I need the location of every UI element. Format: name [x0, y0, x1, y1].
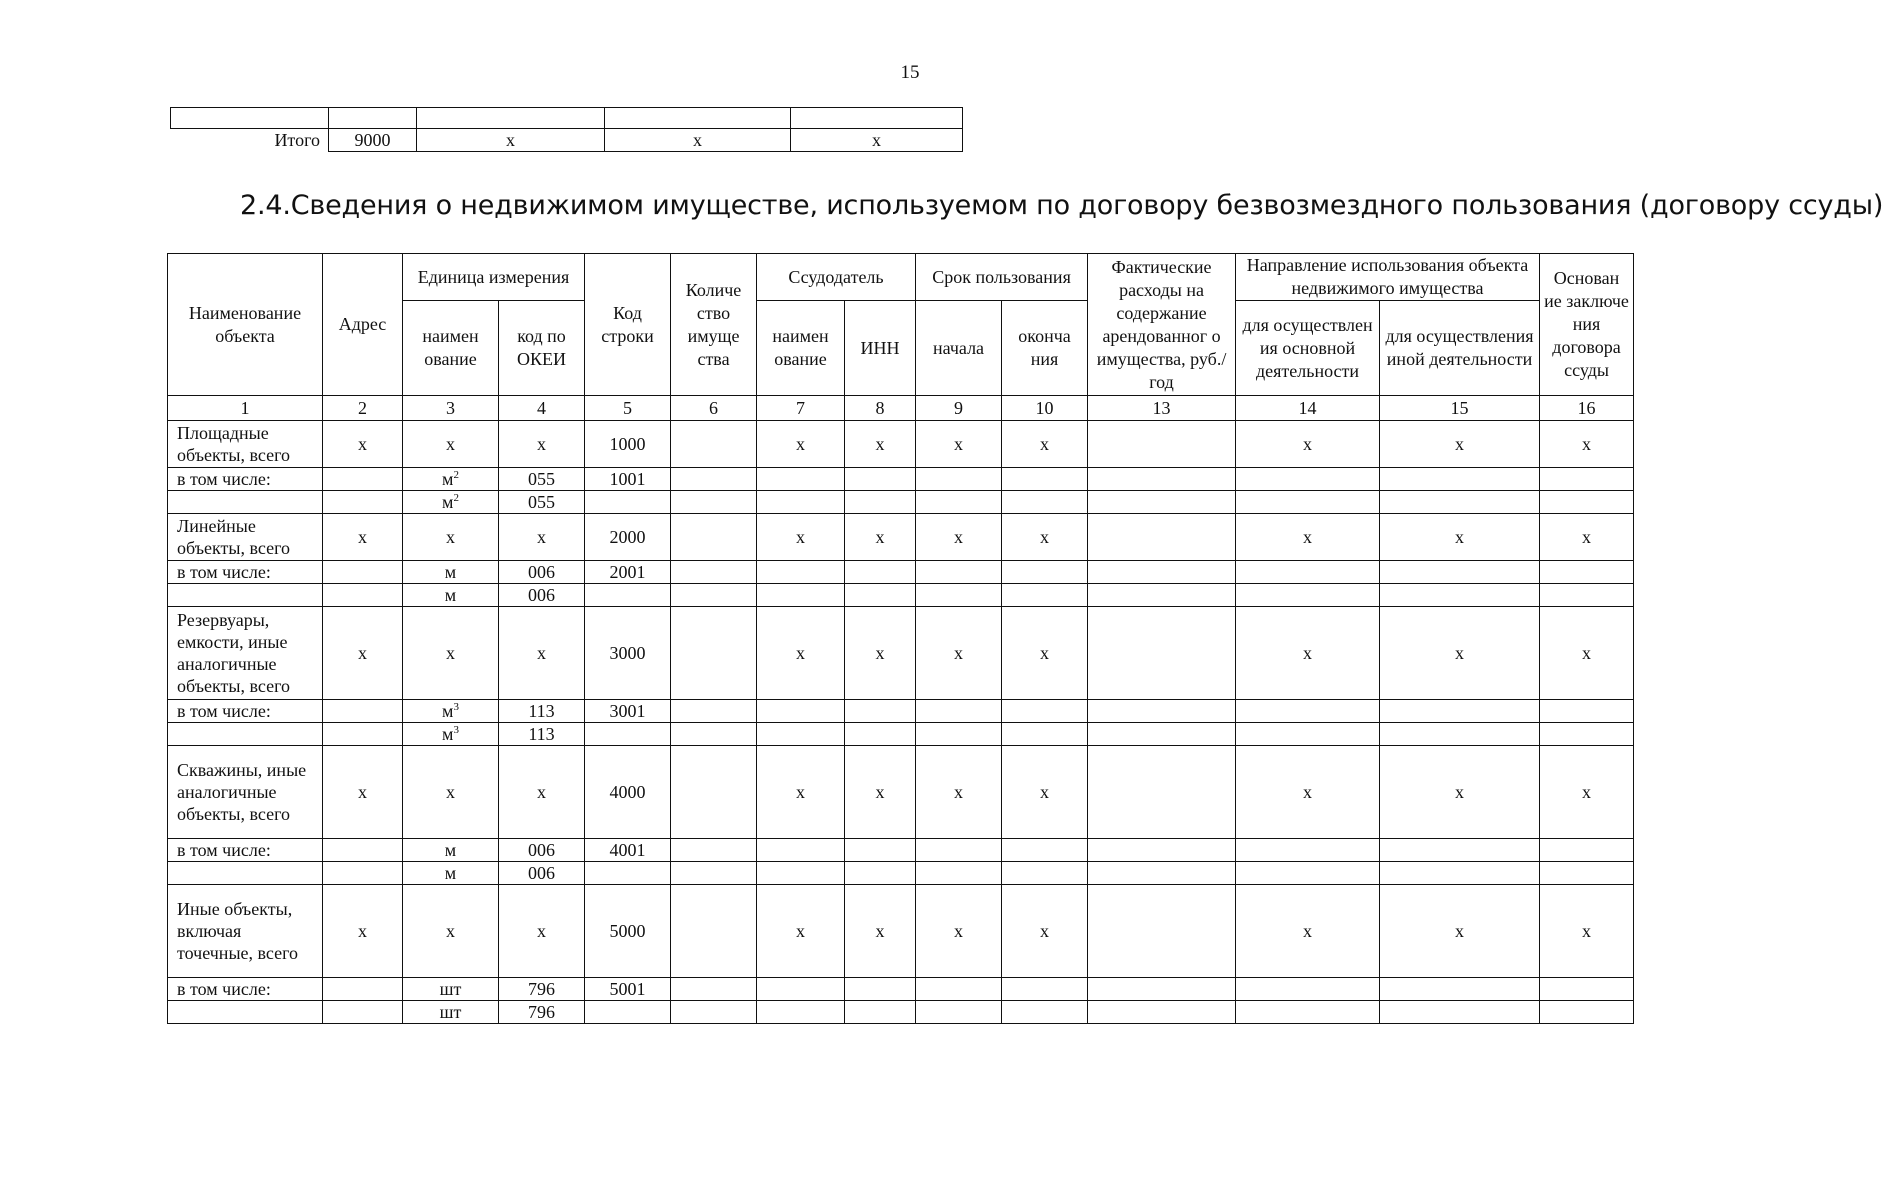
basis-cell: [1540, 839, 1634, 862]
lender-name-cell: [757, 1001, 845, 1024]
unit-name-cell: [403, 978, 499, 1001]
column-number-row: [168, 396, 1634, 421]
term-start-cell: [916, 491, 1002, 514]
unit-name-cell: [403, 584, 499, 607]
object-name: Резервуары, емкости, иные аналогичные объекты, всего: [168, 607, 323, 700]
total-x-cell: x: [605, 129, 791, 152]
group-total-row: [168, 421, 1634, 468]
expenses-cell: [1088, 885, 1236, 978]
header-term: Срок пользования: [916, 254, 1088, 301]
header-unit-okei: код по ОКЕИ: [499, 301, 585, 396]
usage-main-cell: [1236, 700, 1380, 723]
basis-cell: x: [1540, 607, 1634, 700]
expenses-cell: [1088, 978, 1236, 1001]
row-code-cell: 4000: [585, 746, 671, 839]
unit-label: x: [446, 527, 455, 547]
lender-name-cell: [757, 978, 845, 1001]
object-name: Скважины, иные аналогичные объекты, всего: [168, 746, 323, 839]
lender-name-cell: [757, 468, 845, 491]
expenses-cell: [1088, 723, 1236, 746]
section-title: 2.4.Сведения о недвижимом имуществе, используемом по договору безвозмездного пользования (договору ссуды): [240, 190, 1883, 221]
quantity-cell: [671, 862, 757, 885]
object-name: в том числе:: [168, 839, 323, 862]
address-cell: [323, 1001, 403, 1024]
usage-other-cell: [1380, 1001, 1540, 1024]
usage-main-cell: x: [1236, 514, 1380, 561]
inn-cell: x: [845, 421, 916, 468]
expenses-cell: [1088, 862, 1236, 885]
row-code-cell: 5001: [585, 978, 671, 1001]
basis-cell: [1540, 584, 1634, 607]
expenses-cell: [1088, 700, 1236, 723]
table-cell: [605, 108, 791, 129]
unit-name-cell: [403, 723, 499, 746]
usage-other-cell: [1380, 584, 1540, 607]
term-end-cell: [1002, 561, 1088, 584]
subitem-row: [168, 491, 1634, 514]
total-x-cell: x: [791, 129, 963, 152]
lender-name-cell: x: [757, 885, 845, 978]
term-start-cell: [916, 561, 1002, 584]
term-start-cell: x: [916, 514, 1002, 561]
term-start-cell: x: [916, 421, 1002, 468]
quantity-cell: [671, 746, 757, 839]
usage-other-cell: [1380, 700, 1540, 723]
object-name: Линейные объекты, всего: [168, 514, 323, 561]
quantity-cell: [671, 514, 757, 561]
address-cell: [323, 839, 403, 862]
row-code-cell: 5000: [585, 885, 671, 978]
okei-code-cell: 796: [499, 1001, 585, 1024]
unit-exponent: 2: [453, 492, 459, 504]
inn-cell: [845, 862, 916, 885]
expenses-cell: [1088, 746, 1236, 839]
usage-main-cell: [1236, 723, 1380, 746]
address-cell: [323, 468, 403, 491]
unit-label: x: [446, 643, 455, 663]
unit-name-cell: [403, 1001, 499, 1024]
usage-other-cell: [1380, 839, 1540, 862]
address-cell: x: [323, 514, 403, 561]
term-end-cell: x: [1002, 421, 1088, 468]
lender-name-cell: x: [757, 607, 845, 700]
header-basis: Основан ие заключе ния договора ссуды: [1540, 254, 1634, 396]
row-code-cell: 2001: [585, 561, 671, 584]
header-lender-inn: ИНН: [845, 301, 916, 396]
object-name: в том числе:: [168, 978, 323, 1001]
okei-code-cell: x: [499, 514, 585, 561]
column-number: 5: [585, 396, 671, 421]
header-unit: Единица измерения: [403, 254, 585, 301]
quantity-cell: [671, 468, 757, 491]
total-row: [171, 129, 963, 152]
object-name: [168, 862, 323, 885]
address-cell: [323, 862, 403, 885]
usage-main-cell: x: [1236, 607, 1380, 700]
usage-main-cell: [1236, 978, 1380, 1001]
quantity-cell: [671, 723, 757, 746]
usage-main-cell: [1236, 839, 1380, 862]
expenses-cell: [1088, 468, 1236, 491]
usage-main-cell: [1236, 561, 1380, 584]
group-total-row: [168, 885, 1634, 978]
expenses-cell: [1088, 561, 1236, 584]
lender-name-cell: [757, 839, 845, 862]
unit-name-cell: [403, 839, 499, 862]
object-name: Площадные объекты, всего: [168, 421, 323, 468]
address-cell: x: [323, 421, 403, 468]
term-start-cell: [916, 700, 1002, 723]
unit-name-cell: [403, 561, 499, 584]
lender-name-cell: [757, 491, 845, 514]
row-code-cell: [585, 584, 671, 607]
row-code-cell: 1000: [585, 421, 671, 468]
column-number: 2: [323, 396, 403, 421]
inn-cell: [845, 723, 916, 746]
table-header: [168, 254, 1634, 421]
inn-cell: [845, 468, 916, 491]
object-name: в том числе:: [168, 468, 323, 491]
usage-other-cell: x: [1380, 885, 1540, 978]
subitem-row: [168, 1001, 1634, 1024]
row-code-cell: 1001: [585, 468, 671, 491]
usage-other-cell: [1380, 978, 1540, 1001]
okei-code-cell: 006: [499, 839, 585, 862]
inn-cell: x: [845, 607, 916, 700]
object-name: [168, 1001, 323, 1024]
column-number: 8: [845, 396, 916, 421]
usage-other-cell: x: [1380, 514, 1540, 561]
basis-cell: [1540, 1001, 1634, 1024]
usage-main-cell: [1236, 862, 1380, 885]
inn-cell: x: [845, 885, 916, 978]
header-term-start: начала: [916, 301, 1002, 396]
subitem-row: [168, 561, 1634, 584]
unit-label: x: [446, 921, 455, 941]
group-total-row: [168, 514, 1634, 561]
term-end-cell: [1002, 1001, 1088, 1024]
term-end-cell: [1002, 491, 1088, 514]
row-code-cell: 3000: [585, 607, 671, 700]
address-cell: [323, 978, 403, 1001]
lender-name-cell: x: [757, 746, 845, 839]
basis-cell: [1540, 491, 1634, 514]
address-cell: x: [323, 607, 403, 700]
address-cell: [323, 561, 403, 584]
usage-other-cell: [1380, 862, 1540, 885]
header-row-code: Код строки: [585, 254, 671, 396]
address-cell: [323, 584, 403, 607]
basis-cell: x: [1540, 421, 1634, 468]
row-code-cell: [585, 862, 671, 885]
subitem-row: [168, 468, 1634, 491]
header-lender: Ссудодатель: [757, 254, 916, 301]
inn-cell: [845, 584, 916, 607]
header-unit-name: наимен ование: [403, 301, 499, 396]
term-start-cell: [916, 862, 1002, 885]
unit-label: шт: [439, 979, 462, 999]
okei-code-cell: x: [499, 421, 585, 468]
inn-cell: [845, 839, 916, 862]
object-name: [168, 723, 323, 746]
unit-name-cell: [403, 862, 499, 885]
column-number: 7: [757, 396, 845, 421]
address-cell: [323, 723, 403, 746]
term-start-cell: [916, 723, 1002, 746]
table-cell: [417, 108, 605, 129]
usage-main-cell: [1236, 584, 1380, 607]
subitem-row: [168, 862, 1634, 885]
term-start-cell: [916, 468, 1002, 491]
okei-code-cell: 113: [499, 723, 585, 746]
quantity-cell: [671, 491, 757, 514]
unit-label: м: [444, 840, 457, 860]
group-total-row: [168, 746, 1634, 839]
basis-cell: x: [1540, 746, 1634, 839]
unit-name-cell: [403, 514, 499, 561]
total-label: Итого: [171, 129, 329, 152]
term-start-cell: x: [916, 746, 1002, 839]
lender-name-cell: [757, 561, 845, 584]
term-end-cell: [1002, 978, 1088, 1001]
lender-name-cell: x: [757, 514, 845, 561]
usage-other-cell: x: [1380, 607, 1540, 700]
lender-name-cell: [757, 723, 845, 746]
row-code-cell: [585, 1001, 671, 1024]
address-cell: x: [323, 885, 403, 978]
inn-cell: [845, 1001, 916, 1024]
table-body: [168, 421, 1634, 1024]
header-usage-main: для осуществлен ия основной деятельности: [1236, 301, 1380, 396]
subitem-row: [168, 700, 1634, 723]
expenses-cell: [1088, 584, 1236, 607]
blank-row: [171, 108, 963, 129]
okei-code-cell: 006: [499, 862, 585, 885]
header-usage: Направление использования объекта недвижимого имущества: [1236, 254, 1540, 301]
usage-main-cell: x: [1236, 885, 1380, 978]
row-code-cell: 2000: [585, 514, 671, 561]
basis-cell: [1540, 978, 1634, 1001]
unit-label: x: [446, 782, 455, 802]
table-cell: [329, 108, 417, 129]
row-code-cell: [585, 723, 671, 746]
expenses-cell: [1088, 839, 1236, 862]
unit-label: x: [446, 434, 455, 454]
table-cell: [791, 108, 963, 129]
inn-cell: [845, 491, 916, 514]
okei-code-cell: 796: [499, 978, 585, 1001]
expenses-cell: [1088, 514, 1236, 561]
expenses-cell: [1088, 491, 1236, 514]
term-end-cell: [1002, 839, 1088, 862]
unit-name-cell: [403, 468, 499, 491]
table-cell: [171, 108, 329, 129]
inn-cell: [845, 561, 916, 584]
term-start-cell: [916, 584, 1002, 607]
term-start-cell: x: [916, 607, 1002, 700]
okei-code-cell: 006: [499, 584, 585, 607]
column-number: 9: [916, 396, 1002, 421]
real-estate-table: [167, 253, 1634, 1024]
expenses-cell: [1088, 421, 1236, 468]
okei-code-cell: 055: [499, 468, 585, 491]
usage-main-cell: [1236, 1001, 1380, 1024]
basis-cell: [1540, 723, 1634, 746]
column-number: 6: [671, 396, 757, 421]
usage-main-cell: x: [1236, 746, 1380, 839]
basis-cell: [1540, 700, 1634, 723]
column-number: 4: [499, 396, 585, 421]
unit-exponent: 2: [453, 469, 459, 481]
term-start-cell: [916, 978, 1002, 1001]
lender-name-cell: x: [757, 421, 845, 468]
unit-label: м: [444, 585, 457, 605]
okei-code-cell: x: [499, 607, 585, 700]
quantity-cell: [671, 607, 757, 700]
subitem-row: [168, 978, 1634, 1001]
object-name: [168, 491, 323, 514]
okei-code-cell: x: [499, 746, 585, 839]
quantity-cell: [671, 978, 757, 1001]
subitem-row: [168, 584, 1634, 607]
group-total-row: [168, 607, 1634, 700]
quantity-cell: [671, 421, 757, 468]
term-end-cell: [1002, 723, 1088, 746]
column-number: 15: [1380, 396, 1540, 421]
object-name: [168, 584, 323, 607]
subitem-row: [168, 839, 1634, 862]
column-number: 3: [403, 396, 499, 421]
usage-other-cell: [1380, 491, 1540, 514]
quantity-cell: [671, 561, 757, 584]
total-x-cell: x: [417, 129, 605, 152]
usage-main-cell: [1236, 491, 1380, 514]
basis-cell: x: [1540, 514, 1634, 561]
column-number: 16: [1540, 396, 1634, 421]
row-code-cell: [585, 491, 671, 514]
unit-name-cell: [403, 700, 499, 723]
header-expenses: Фактические расходы на содержание арендованног о имущества, руб./год: [1088, 254, 1236, 396]
address-cell: [323, 491, 403, 514]
subitem-row: [168, 723, 1634, 746]
unit-name-cell: [403, 885, 499, 978]
usage-main-cell: x: [1236, 421, 1380, 468]
column-number: 14: [1236, 396, 1380, 421]
quantity-cell: [671, 1001, 757, 1024]
object-name: Иные объекты, включая точечные, всего: [168, 885, 323, 978]
unit-exponent: 3: [453, 724, 459, 736]
expenses-cell: [1088, 1001, 1236, 1024]
lender-name-cell: [757, 862, 845, 885]
quantity-cell: [671, 700, 757, 723]
object-name: в том числе:: [168, 561, 323, 584]
header-name: Наименование объекта: [168, 254, 323, 396]
basis-cell: x: [1540, 885, 1634, 978]
basis-cell: [1540, 862, 1634, 885]
address-cell: [323, 700, 403, 723]
unit-label: м: [442, 724, 454, 744]
term-start-cell: [916, 1001, 1002, 1024]
term-end-cell: [1002, 584, 1088, 607]
usage-other-cell: x: [1380, 421, 1540, 468]
previous-table-fragment: [170, 107, 963, 152]
term-start-cell: x: [916, 885, 1002, 978]
column-number: 1: [168, 396, 323, 421]
inn-cell: [845, 700, 916, 723]
term-end-cell: [1002, 468, 1088, 491]
term-start-cell: [916, 839, 1002, 862]
usage-other-cell: [1380, 723, 1540, 746]
page-number: 15: [900, 62, 920, 83]
usage-other-cell: [1380, 561, 1540, 584]
row-code-cell: 3001: [585, 700, 671, 723]
object-name: в том числе:: [168, 700, 323, 723]
okei-code-cell: 055: [499, 491, 585, 514]
term-end-cell: [1002, 700, 1088, 723]
usage-main-cell: [1236, 468, 1380, 491]
term-end-cell: x: [1002, 885, 1088, 978]
quantity-cell: [671, 885, 757, 978]
basis-cell: [1540, 468, 1634, 491]
header-term-end: оконча ния: [1002, 301, 1088, 396]
quantity-cell: [671, 839, 757, 862]
okei-code-cell: 113: [499, 700, 585, 723]
unit-label: м: [444, 863, 457, 883]
unit-label: м: [442, 492, 454, 512]
term-end-cell: x: [1002, 746, 1088, 839]
inn-cell: x: [845, 746, 916, 839]
header-quantity: Количе ство имуще ства: [671, 254, 757, 396]
column-number: 13: [1088, 396, 1236, 421]
basis-cell: [1540, 561, 1634, 584]
row-code-cell: 4001: [585, 839, 671, 862]
unit-exponent: 3: [453, 701, 459, 713]
okei-code-cell: 006: [499, 561, 585, 584]
term-end-cell: x: [1002, 514, 1088, 561]
unit-name-cell: [403, 491, 499, 514]
header-lender-name: наимен ование: [757, 301, 845, 396]
okei-code-cell: x: [499, 885, 585, 978]
header-address: Адрес: [323, 254, 403, 396]
column-number: 10: [1002, 396, 1088, 421]
inn-cell: x: [845, 514, 916, 561]
unit-name-cell: [403, 421, 499, 468]
unit-label: шт: [439, 1002, 462, 1022]
usage-other-cell: x: [1380, 746, 1540, 839]
unit-label: м: [442, 701, 454, 721]
term-end-cell: [1002, 862, 1088, 885]
unit-label: м: [444, 562, 457, 582]
inn-cell: [845, 978, 916, 1001]
header-usage-other: для осуществления иной деятельности: [1380, 301, 1540, 396]
unit-name-cell: [403, 746, 499, 839]
quantity-cell: [671, 584, 757, 607]
expenses-cell: [1088, 607, 1236, 700]
address-cell: x: [323, 746, 403, 839]
total-code: 9000: [329, 129, 417, 152]
lender-name-cell: [757, 700, 845, 723]
unit-label: м: [442, 469, 454, 489]
usage-other-cell: [1380, 468, 1540, 491]
lender-name-cell: [757, 584, 845, 607]
term-end-cell: x: [1002, 607, 1088, 700]
unit-name-cell: [403, 607, 499, 700]
